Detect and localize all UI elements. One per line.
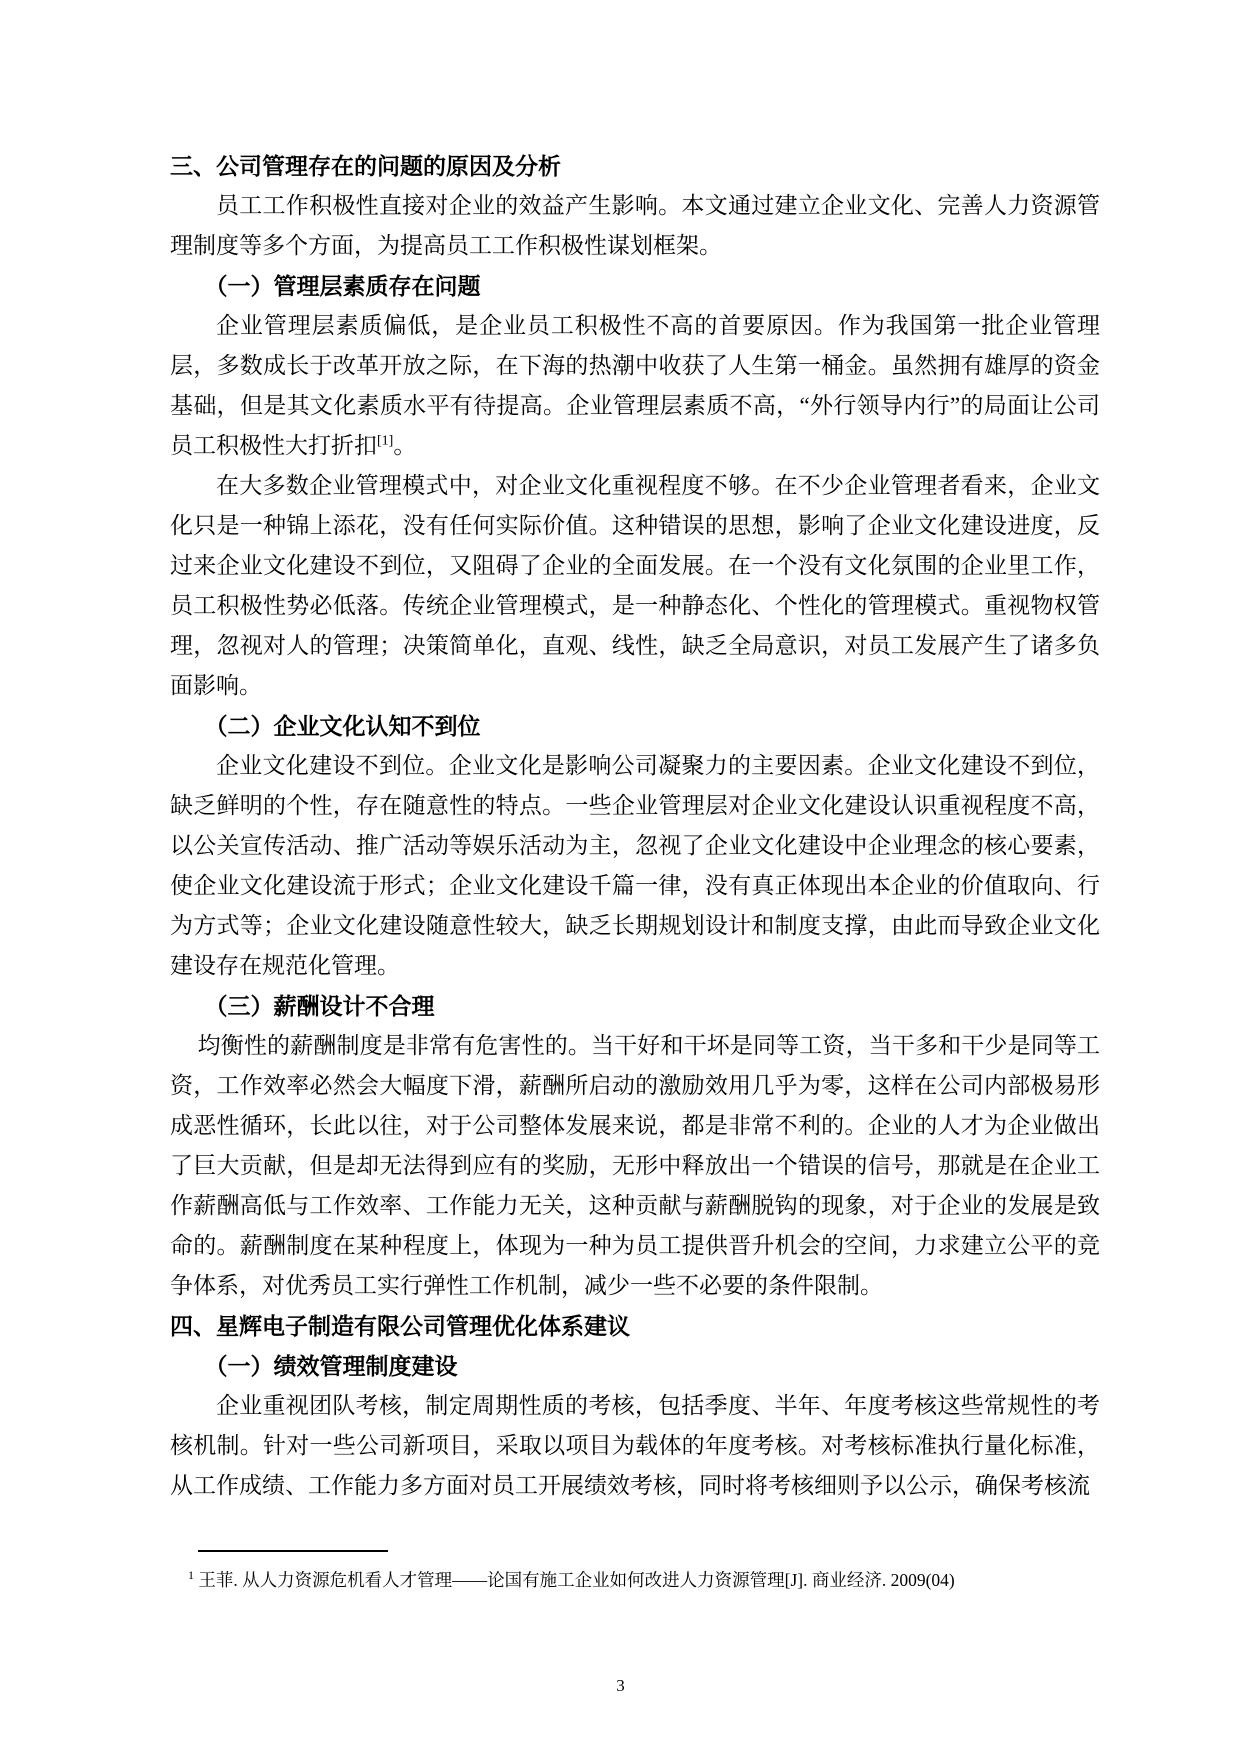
footnote-reference-1[interactable]: [1] [377, 433, 394, 449]
paragraph-culture-attention: 在大多数企业管理模式中，对企业文化重视程度不够。在不少企业管理者看来，企业文化只是一种锦上添花，没有任何实际价值。这种错误的思想，影响了企业文化建设进度，反过来企业文化建设不到位，又阻碍了企业的全面发展。在一个没有文化氛围的企业里工作，员工积极性势必低落。传统企业管理模式，是一种静态化、个性化的管理模式。重视物权管理，忽视对人的管理；决策简单化，直观、线性，缺乏全局意识，对员工发展产生了诸多负面影响。 [170, 473, 1100, 698]
paragraph-text: 。 [393, 433, 417, 458]
paragraph-text: 企业管理层素质偏低，是企业员工积极性不高的首要原因。作为我国第一批企业管理层，多数成长于改革开放之际，在下海的热潮中收获了人生第一桶金。虽然拥有雄厚的资金基础，但是其文化素质水平有待提高。企业管理层素质不高，“外行领导内行”的局面让公司员工积极性大打折扣 [170, 313, 1100, 458]
footnote-text: 王菲. 从人力资源危机看人才管理——论国有施工企业如何改进人力资源管理[J]. 商业经济. 2009(04) [198, 1570, 955, 1590]
paragraph-culture-construction: 企业文化建设不到位。企业文化是影响公司凝聚力的主要因素。企业文化建设不到位，缺乏鲜明的个性，存在随意性的特点。一些企业管理层对企业文化建设认识重视程度不高，以公关宣传活动、推广活动等娱乐活动为主，忽视了企业文化建设中企业理念的核心要素，使企业文化建设流于形式；企业文化建设千篇一律，没有真正体现出本企业的价值取向、行为方式等；企业文化建设随意性较大，缺乏长期规划设计和制度支撑，由此而导致企业文化建设存在规范化管理。 [170, 753, 1100, 978]
section-heading-optimization-suggestions: 四、星辉电子制造有限公司管理优化体系建议 [170, 1313, 630, 1339]
document-body [170, 146, 1100, 1506]
paragraph-performance-assessment: 企业重视团队考核，制定周期性质的考核，包括季度、半年、年度考核这些常规性的考核机制。针对一些公司新项目，采取以项目为载体的年度考核。对考核标准执行量化标准，从工作成绩、工作能力多方面对员工开展绩效考核，同时将考核细则予以公示，确保考核流 [170, 1393, 1100, 1498]
paragraph-salary-system: 均衡性的薪酬制度是非常有危害性的。当干好和干坏是同等工资，当干多和干少是同等工资，工作效率必然会大幅度下滑，薪酬所启动的激励效用几乎为零，这样在公司内部极易形成恶性循环，长此以往，对于公司整体发展来说，都是非常不利的。企业的人才为企业做出了巨大贡献，但是却无法得到应有的奖励，无形中释放出一个错误的信号，那就是在企业工作薪酬高低与工作效率、工作能力无关，这种贡献与薪酬脱钩的现象，对于企业的发展是致命的。薪酬制度在某种程度上，体现为一种为员工提供晋升机会的空间，力求建立公平的竞争体系，对优秀员工实行弹性工作机制，减少一些不必要的条件限制。 [170, 1033, 1100, 1298]
paragraph-intro: 员工工作积极性直接对企业的效益产生影响。本文通过建立企业文化、完善人力资源管理制度等多个方面，为提高员工工作积极性谋划框架。 [170, 193, 1100, 258]
section-heading-problems-analysis: 三、公司管理存在的问题的原因及分析 [170, 153, 561, 179]
subsection-heading-culture-cognition: （二）企业文化认知不到位 [204, 713, 481, 739]
footnote-area [170, 1550, 1100, 1592]
footnote-separator-rule [198, 1550, 388, 1552]
footnote-marker: 1 [188, 1568, 194, 1583]
paragraph-management-quality [170, 306, 1100, 466]
page-number: 3 [616, 1676, 625, 1695]
subsection-heading-management-quality: （一）管理层素质存在问题 [204, 273, 481, 299]
subsection-heading-salary-design: （三）薪酬设计不合理 [204, 993, 435, 1019]
footnote-entry [188, 1568, 1100, 1592]
subsection-heading-performance-management: （一）绩效管理制度建设 [204, 1353, 458, 1379]
